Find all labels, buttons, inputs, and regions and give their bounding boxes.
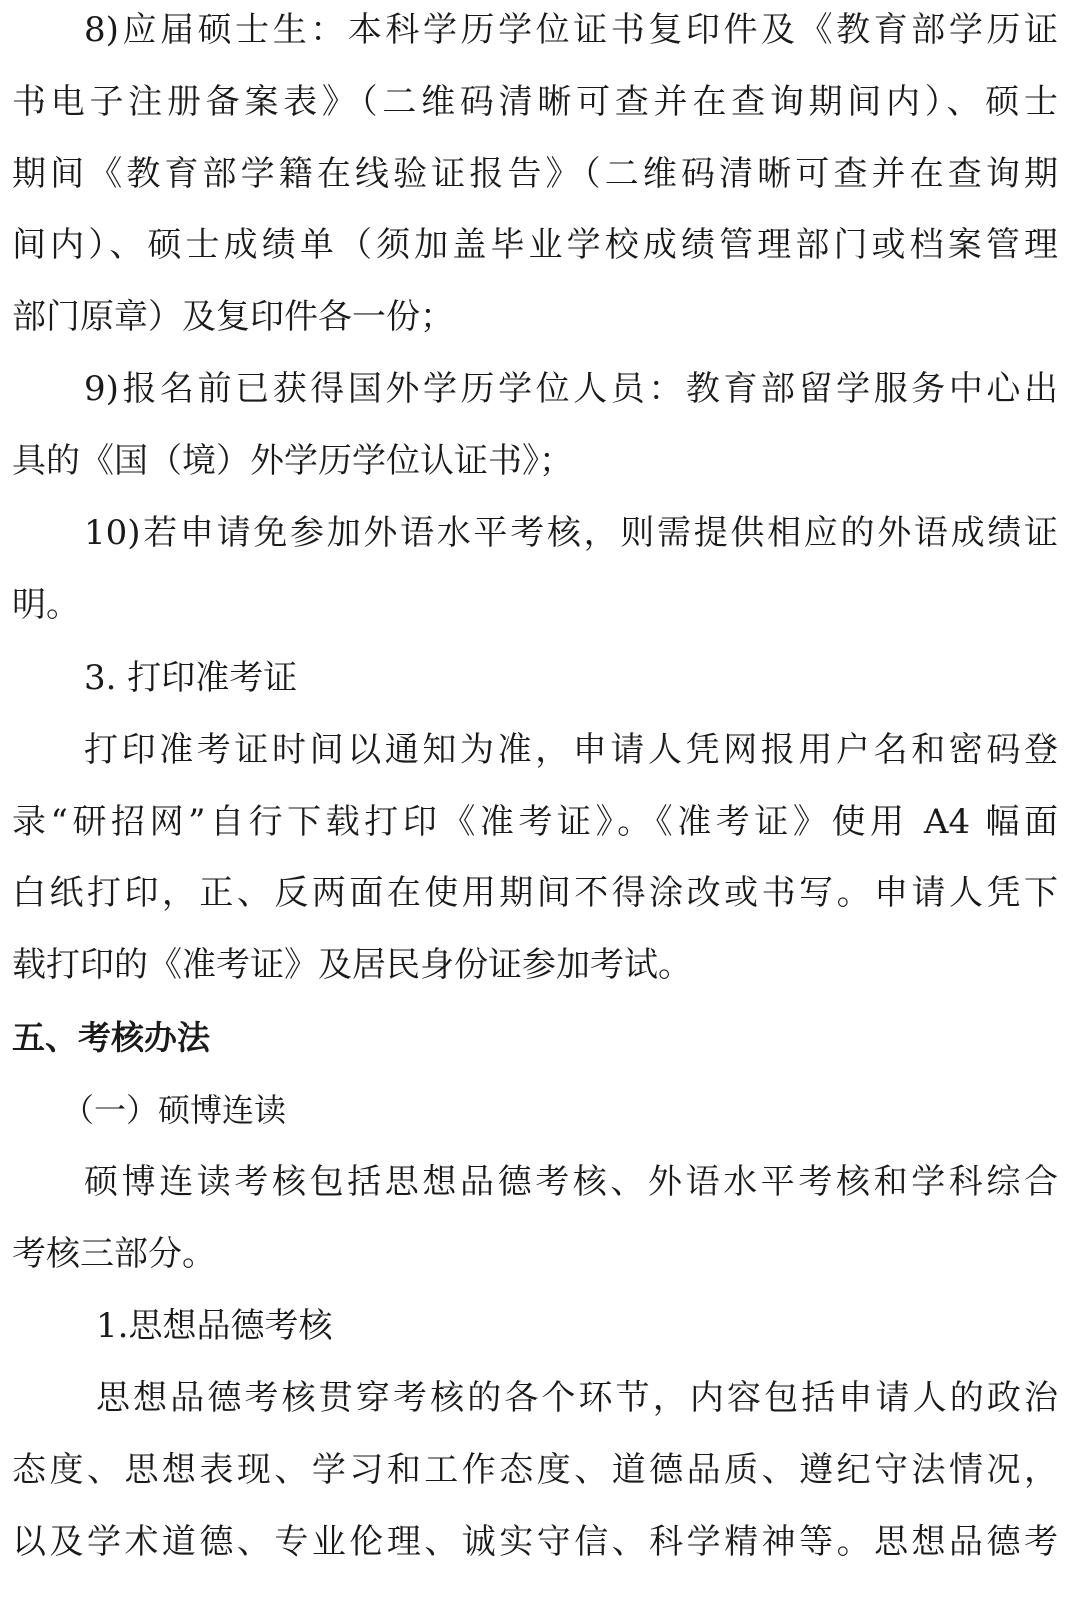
paragraph-line: 态度、思想表现、学习和工作态度、道德品质、遵纪守法情况，	[12, 1450, 1058, 1490]
paragraph-line: 硕博连读考核包括思想品德考核、外语水平考核和学科综合	[84, 1162, 1058, 1202]
paragraph-line: 具的《国（境）外学历学位认证书》；	[12, 441, 573, 481]
paragraph-line: 8)应届硕士生：本科学历学位证书复印件及《教育部学历证	[84, 10, 1058, 50]
section-subheading: 3. 打印准考证	[84, 658, 298, 698]
paragraph-line: 载打印的《准考证》及居民身份证参加考试。	[12, 945, 692, 985]
section-subheading: 1.思想品德考核	[96, 1306, 333, 1346]
paragraph-line: 白纸打印，正、反两面在使用期间不得涂改或书写。申请人凭下	[12, 873, 1058, 913]
paragraph-line: 期间《教育部学籍在线验证报告》（二维码清晰可查并在查询期	[12, 154, 1058, 194]
paragraph-line: 部门原章）及复印件各一份；	[12, 297, 454, 337]
paragraph-line: 10)若申请免参加外语水平考核，则需提供相应的外语成绩证	[84, 513, 1058, 553]
section-subheading: （一）硕博连读	[62, 1091, 287, 1129]
paragraph-line: 9)报名前已获得国外学历学位人员：教育部留学服务中心出	[84, 369, 1058, 409]
paragraph-line: 间内）、硕士成绩单（须加盖毕业学校成绩管理部门或档案管理	[12, 225, 1058, 265]
paragraph-line: 考核三部分。	[12, 1234, 216, 1274]
paragraph-line: 思想品德考核贯穿考核的各个环节，内容包括申请人的政治	[96, 1378, 1058, 1418]
paragraph-line: 以及学术道德、专业伦理、诚实守信、科学精神等。思想品德考	[12, 1522, 1058, 1562]
section-heading: 五、考核办法	[12, 1018, 210, 1057]
paragraph-line: 书电子注册备案表》（二维码清晰可查并在查询期间内）、硕士	[12, 82, 1058, 122]
paragraph-line: 录“研招网”自行下载打印《准考证》。《准考证》使用 A4 幅面	[12, 802, 1058, 842]
paragraph-line: 明。	[12, 585, 80, 625]
paragraph-line: 打印准考证时间以通知为准，申请人凭网报用户名和密码登	[84, 730, 1058, 770]
